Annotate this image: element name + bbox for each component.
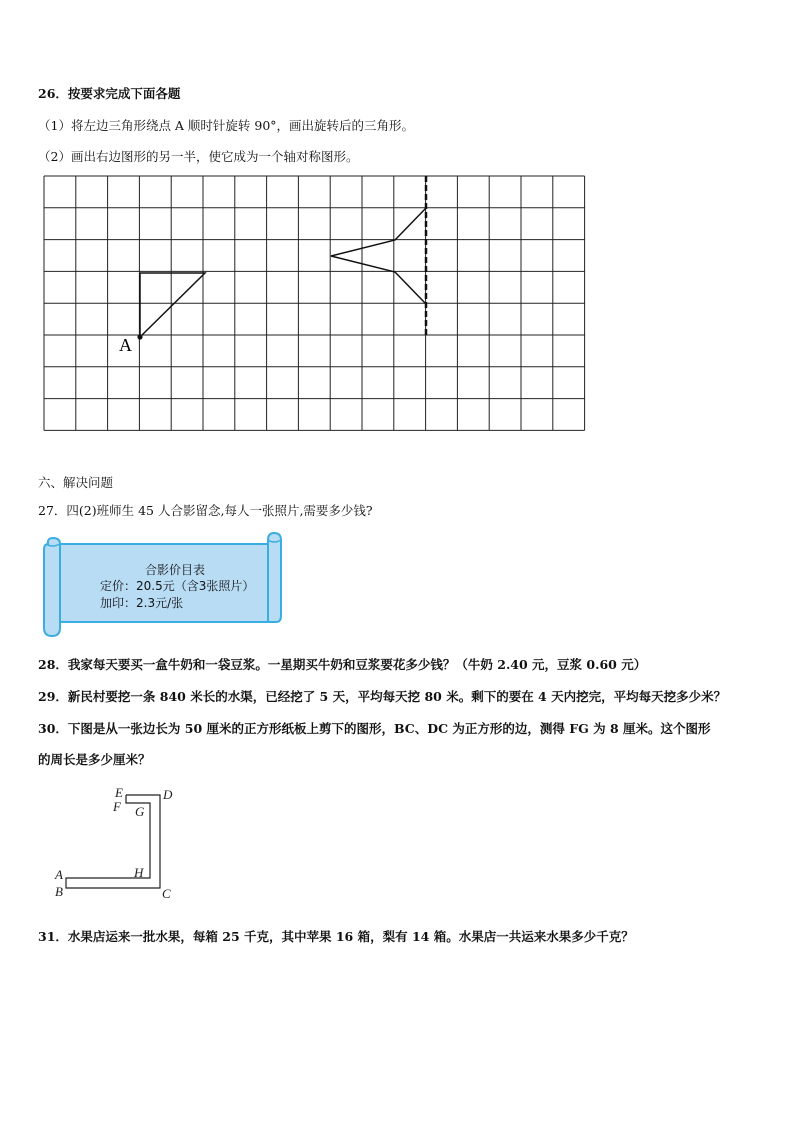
scroll-title: 合影价目表	[144, 563, 205, 577]
label-g: G	[135, 804, 145, 819]
q29-text: 29．新民村要挖一条 840 米长的水渠，已经挖了 5 天，平均每天挖 80 米。剩下的要在 4 天内挖完，平均每天挖多少米？	[38, 689, 727, 704]
point-a	[137, 334, 142, 339]
label-b: B	[55, 884, 63, 899]
scroll-line2: 加印：2.3元/张	[100, 596, 184, 610]
q28-text: 28．我家每天要买一盒牛奶和一袋豆浆。一星期买牛奶和豆浆要花多少钱？（牛奶 2.40 元，豆浆 0.60 元）	[38, 657, 647, 672]
label-d: D	[163, 787, 173, 802]
q31-text: 31．水果店运来一批水果，每箱 25 千克，其中苹果 16 箱，梨有 14 箱。水果店一共运来水果多少千克？	[38, 929, 634, 944]
grid-lines	[44, 176, 585, 430]
q30-text1: 30．下图是从一张边长为 50 厘米的正方形纸板上剪下的图形，BC、DC 为正方形的边，测得 FG 为 8 厘米。这个图形	[38, 721, 711, 736]
q26-sub2: （2）画出右边图形的另一半，使它成为一个轴对称图形。	[38, 149, 359, 164]
label-f: F	[113, 799, 121, 814]
left-triangle	[140, 273, 205, 337]
q26-grid-figure	[0, 0, 794, 450]
label-h: H	[134, 865, 144, 880]
label-c: C	[162, 886, 171, 901]
q26-sub1: （1）将左边三角形绕点 A 顺时针旋转 90°，画出旋转后的三角形。	[38, 118, 415, 133]
label-e: E	[115, 785, 123, 800]
scroll-line1: 定价：20.5元（含3张照片）	[100, 579, 255, 593]
right-half-figure	[331, 208, 426, 304]
q30-l-shape-figure	[0, 775, 260, 905]
section-6-title: 六、解决问题	[38, 475, 114, 490]
label-a: A	[55, 867, 63, 882]
q26-title: 26．按要求完成下面各题	[38, 86, 181, 101]
q27-text: 27．四(2)班师生 45 人合影留念,每人一张照片,需要多少钱?	[38, 503, 373, 518]
q30-text2: 的周长是多少厘米？	[38, 752, 151, 767]
point-a-label: A	[119, 335, 132, 355]
